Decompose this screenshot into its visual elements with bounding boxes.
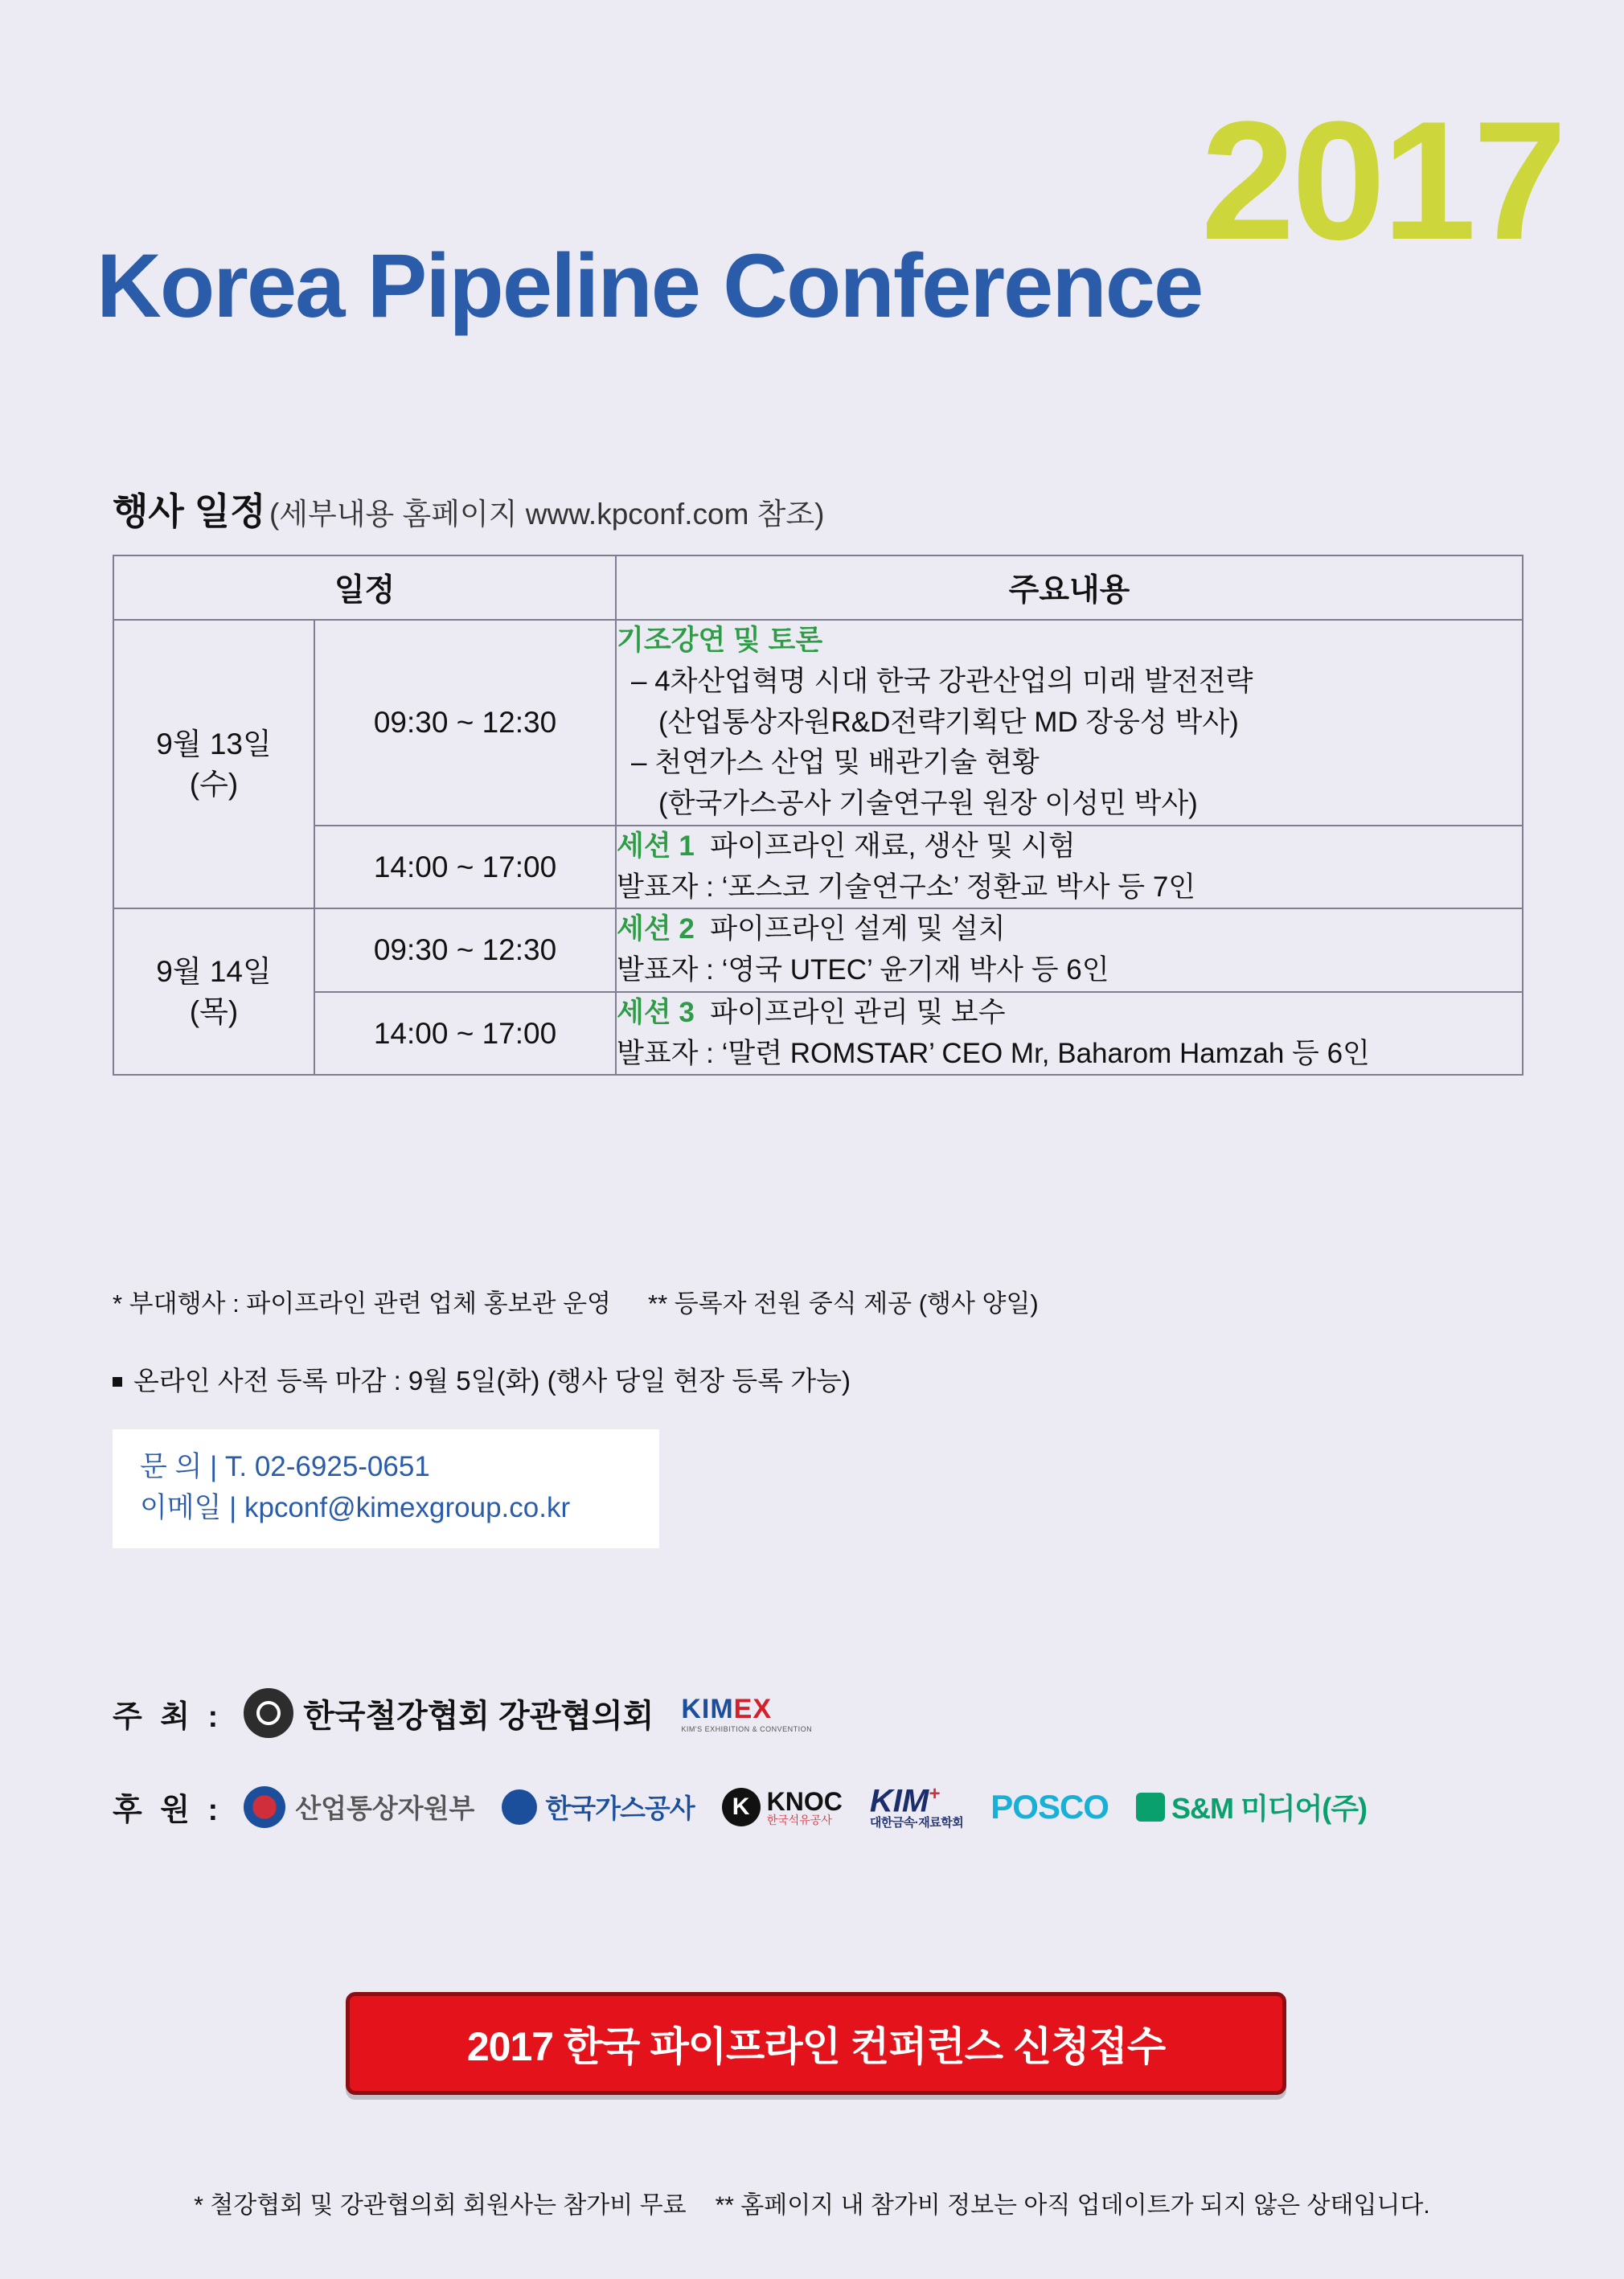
kimex-label-ex: EX	[733, 1693, 773, 1724]
contact-phone: 문 의 | T. 02-6925-0651	[140, 1451, 430, 1482]
supporters-row	[113, 1785, 1394, 1829]
kim-sublabel: 대한금속·재료학회	[869, 1816, 964, 1830]
ksa-label: 한국철강협회 강관협의회	[303, 1698, 654, 1734]
session-title: 파이프라인 재료, 생산 및 시험	[710, 830, 1076, 862]
date-line-1: 9월 13일	[156, 727, 272, 760]
session-presenter: 발표자 : ‘영국 UTEC’ 윤기재 박사 등 6인	[617, 954, 1109, 986]
session-title: 파이프라인 설계 및 설치	[710, 913, 1006, 945]
knoc-label-main: KNOC	[766, 1786, 843, 1816]
logo-motie	[244, 1786, 474, 1828]
knoc-logo-icon: K	[722, 1788, 761, 1826]
table-row	[113, 620, 1523, 826]
session-line	[617, 826, 1522, 867]
footer-notes	[0, 2185, 1624, 2220]
logo-kim	[870, 1785, 963, 1829]
session-title: 파이프라인 관리 및 보수	[710, 996, 1006, 1028]
session-line	[617, 909, 1522, 950]
session-line	[617, 993, 1522, 1034]
table-row	[113, 908, 1523, 992]
table-cell-date-day1	[113, 620, 314, 908]
contact-box	[113, 1429, 659, 1548]
posco-logo-icon: POSCO	[990, 1787, 1109, 1826]
date-line-2: (목)	[189, 994, 239, 1028]
conference-title: Korea Pipeline Conference	[96, 236, 1203, 336]
session-presenter: 발표자 : ‘말련 ROMSTAR’ CEO Mr, Baharom Hamzah 등 6인	[617, 1037, 1370, 1069]
logo-posco	[990, 1788, 1109, 1826]
kimex-logo-icon	[681, 1694, 812, 1733]
year-title: 2017	[1200, 86, 1564, 275]
kimex-label-ki: KIM	[681, 1693, 734, 1724]
note-side-events: * 부대행사 : 파이프라인 관련 업체 홍보관 운영	[113, 1289, 611, 1318]
sm-media-logo-icon	[1136, 1793, 1165, 1822]
keynote-line-1: – 4차산업혁명 시대 한국 강관산업의 미래 발전전략	[631, 665, 1253, 697]
kogas-label: 한국가스공사	[545, 1793, 695, 1824]
table-cell-time: 09:30 ~ 12:30	[314, 908, 616, 992]
footer-note-2: ** 홈페이지 내 참가비 정보는 아직 업데이트가 되지 않은 상태입니다.	[715, 2192, 1430, 2219]
organizers-row	[113, 1688, 839, 1738]
session-presenter: 발표자 : ‘포스코 기술연구소’ 정환교 박사 등 7인	[617, 871, 1196, 903]
date-line-2: (수)	[189, 767, 239, 801]
motie-taegeuk-icon	[244, 1786, 285, 1828]
keynote-line-4: (한국가스공사 기술연구원 원장 이성민 박사)	[658, 788, 1198, 819]
session-label: 세션 2	[617, 913, 695, 945]
knoc-sublabel: 한국석유공사	[766, 1813, 832, 1826]
schedule-table-wrapper	[113, 555, 1524, 1076]
poster-header	[0, 0, 1624, 418]
kogas-logo-icon	[502, 1789, 537, 1825]
ksa-emblem-icon	[244, 1688, 293, 1738]
table-cell-time: 14:00 ~ 17:00	[314, 992, 616, 1076]
schedule-heading	[113, 482, 824, 535]
table-cell-content	[616, 908, 1523, 992]
keynote-line-2: (산업통상자원R&D전략기획단 MD 장웅성 박사)	[658, 706, 1239, 738]
table-cell-content	[616, 620, 1523, 826]
registration-button-label: 2017 한국 파이프라인 컨퍼런스 신청접수	[466, 2024, 1166, 2069]
table-cell-content	[616, 826, 1523, 909]
schedule-table	[113, 555, 1524, 1076]
registration-deadline-text: 온라인 사전 등록 마감 : 9월 5일(화) (행사 당일 현장 등록 가능)	[133, 1366, 851, 1396]
table-header-row	[113, 555, 1523, 620]
keynote-title: 기조강연 및 토론	[617, 625, 823, 656]
supporter-label: 후 원 :	[113, 1793, 224, 1828]
schedule-heading-sub: (세부내용 홈페이지 www.kpconf.com 참조)	[269, 498, 825, 531]
table-cell-content	[616, 992, 1523, 1076]
session-label: 세션 1	[617, 830, 695, 862]
keynote-line-3: – 천연가스 산업 및 배관기술 현황	[631, 747, 1040, 779]
kim-label-main: KIM	[869, 1783, 929, 1819]
registration-deadline	[113, 1360, 851, 1398]
table-cell-time: 09:30 ~ 12:30	[314, 620, 616, 826]
table-row	[113, 992, 1523, 1076]
table-cell-time: 14:00 ~ 17:00	[314, 826, 616, 909]
table-header-content: 주요내용	[616, 555, 1523, 620]
sm-media-label: S&M 미디어(주)	[1171, 1792, 1368, 1826]
schedule-heading-main: 행사 일정	[113, 490, 266, 532]
knoc-label	[766, 1786, 843, 1826]
note-lunch: ** 등록자 전원 중식 제공 (행사 양일)	[648, 1289, 1039, 1318]
contact-email[interactable]: 이메일 | kpconf@kimexgroup.co.kr	[140, 1491, 571, 1523]
bullet-square-icon	[113, 1377, 122, 1387]
logo-kogas	[502, 1788, 694, 1826]
session-label: 세션 3	[617, 996, 695, 1028]
schedule-notes	[113, 1283, 1039, 1319]
table-row	[113, 826, 1523, 909]
registration-button[interactable]	[346, 1992, 1286, 2095]
table-header-date: 일정	[113, 555, 616, 620]
table-cell-date-day2	[113, 908, 314, 1075]
organizer-label: 주 최 :	[113, 1699, 224, 1734]
kim-plus-icon: +	[929, 1783, 941, 1805]
logo-sm-media	[1136, 1786, 1367, 1827]
kim-logo-icon	[870, 1785, 963, 1829]
logo-ksa	[244, 1688, 654, 1738]
date-line-1: 9월 14일	[156, 954, 272, 988]
footer-note-1: * 철강협회 및 강관협의회 회원사는 참가비 무료	[194, 2192, 687, 2219]
logo-knoc	[722, 1788, 843, 1826]
motie-label: 산업통상자원부	[295, 1793, 475, 1824]
kimex-sublabel: KIM'S EXHIBITION & CONVENTION	[681, 1724, 813, 1733]
logo-kimex	[681, 1694, 812, 1733]
